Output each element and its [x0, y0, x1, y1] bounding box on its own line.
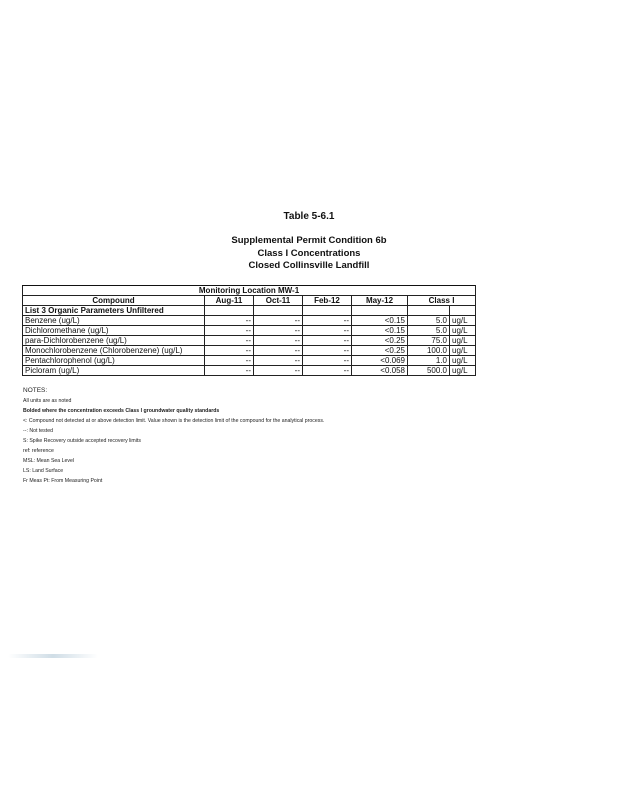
- class-i-value: 75.0: [408, 336, 450, 346]
- class-i-unit: ug/L: [450, 336, 476, 346]
- value-oct-11: --: [254, 356, 303, 366]
- value-oct-11: --: [254, 336, 303, 346]
- note-line: Fr Meas Pt: From Measuring Point: [23, 478, 103, 484]
- notes-section: [23, 388, 463, 488]
- table-title-line1: Supplemental Permit Condition 6b: [231, 235, 387, 246]
- value-may-12: <0.069: [352, 356, 408, 366]
- location-header-row: [23, 286, 476, 296]
- value-feb-12: --: [303, 346, 352, 356]
- table-title-line3: Closed Collinsville Landfill: [248, 260, 370, 271]
- compound-name: Picloram (ug/L): [23, 366, 205, 376]
- section-row: [23, 306, 476, 316]
- note-line: LS: Land Surface: [23, 468, 64, 474]
- table-row: [23, 316, 476, 326]
- value-feb-12: --: [303, 326, 352, 336]
- class-i-value: 100.0: [408, 346, 450, 356]
- table-row: [23, 336, 476, 346]
- class-i-unit: ug/L: [450, 356, 476, 366]
- compound-name: para-Dichlorobenzene (ug/L): [23, 336, 205, 346]
- value-aug-11: --: [205, 336, 254, 346]
- class-i-unit: ug/L: [450, 316, 476, 326]
- value-feb-12: --: [303, 356, 352, 366]
- column-header-row: [23, 296, 476, 306]
- col-header-oct-11: Oct-11: [254, 296, 303, 306]
- value-aug-11: --: [205, 316, 254, 326]
- value-oct-11: --: [254, 346, 303, 356]
- class-i-value: 1.0: [408, 356, 450, 366]
- note-line: Bolded where the concentration exceeds Class I groundwater quality standards: [23, 408, 220, 414]
- value-may-12: <0.25: [352, 336, 408, 346]
- class-i-value: 5.0: [408, 326, 450, 336]
- col-header-may-12: May-12: [352, 296, 408, 306]
- section-blank-cell: [303, 306, 352, 316]
- value-feb-12: --: [303, 336, 352, 346]
- compound-name: Monochlorobenzene (Chlorobenzene) (ug/L): [23, 346, 205, 356]
- table-number: Table 5-6.1: [283, 211, 335, 222]
- table-title-line2: Class I Concentrations: [257, 248, 361, 259]
- note-line: All units are as noted: [23, 398, 72, 404]
- table-row: [23, 366, 476, 376]
- class-i-value: 500.0: [408, 366, 450, 376]
- section-blank-cell: [205, 306, 254, 316]
- table-row: [23, 346, 476, 356]
- notes-header: NOTES:: [23, 387, 48, 394]
- value-feb-12: --: [303, 316, 352, 326]
- compound-name: Pentachlorophenol (ug/L): [23, 356, 205, 366]
- value-feb-12: --: [303, 366, 352, 376]
- note-line: <: Compound not detected at or above detection limit. Value shown is the detection limit of the compound for the analytical process.: [23, 418, 325, 424]
- value-aug-11: --: [205, 366, 254, 376]
- note-line: MSL: Mean Sea Level: [23, 458, 75, 464]
- value-oct-11: --: [254, 316, 303, 326]
- scan-smudge: [8, 654, 98, 658]
- value-aug-11: --: [205, 326, 254, 336]
- section-label: List 3 Organic Parameters Unfiltered: [23, 306, 205, 316]
- value-aug-11: --: [205, 356, 254, 366]
- value-may-12: <0.15: [352, 326, 408, 336]
- section-blank-cell: [352, 306, 408, 316]
- value-may-12: <0.15: [352, 316, 408, 326]
- concentrations-table: [22, 285, 476, 376]
- section-blank-cell: [254, 306, 303, 316]
- location-header: Monitoring Location MW-1: [23, 286, 476, 296]
- class-i-unit: ug/L: [450, 346, 476, 356]
- class-i-value: 5.0: [408, 316, 450, 326]
- section-blank-cell: [408, 306, 450, 316]
- note-line: --: Not tested: [23, 428, 53, 434]
- note-line: S: Spike Recovery outside accepted recovery limits: [23, 438, 141, 444]
- compound-name: Dichloromethane (ug/L): [23, 326, 205, 336]
- value-may-12: <0.25: [352, 346, 408, 356]
- class-i-unit: ug/L: [450, 326, 476, 336]
- section-blank-cell: [450, 306, 476, 316]
- value-oct-11: --: [254, 366, 303, 376]
- col-header-aug-11: Aug-11: [205, 296, 254, 306]
- col-header-feb-12: Feb-12: [303, 296, 352, 306]
- value-may-12: <0.058: [352, 366, 408, 376]
- value-aug-11: --: [205, 346, 254, 356]
- table-row: [23, 326, 476, 336]
- note-line: ref: reference: [23, 448, 54, 454]
- value-oct-11: --: [254, 326, 303, 336]
- col-header-class-i: Class I: [408, 296, 476, 306]
- class-i-unit: ug/L: [450, 366, 476, 376]
- compound-name: Benzene (ug/L): [23, 316, 205, 326]
- table-row: [23, 356, 476, 366]
- col-header-compound: Compound: [23, 296, 205, 306]
